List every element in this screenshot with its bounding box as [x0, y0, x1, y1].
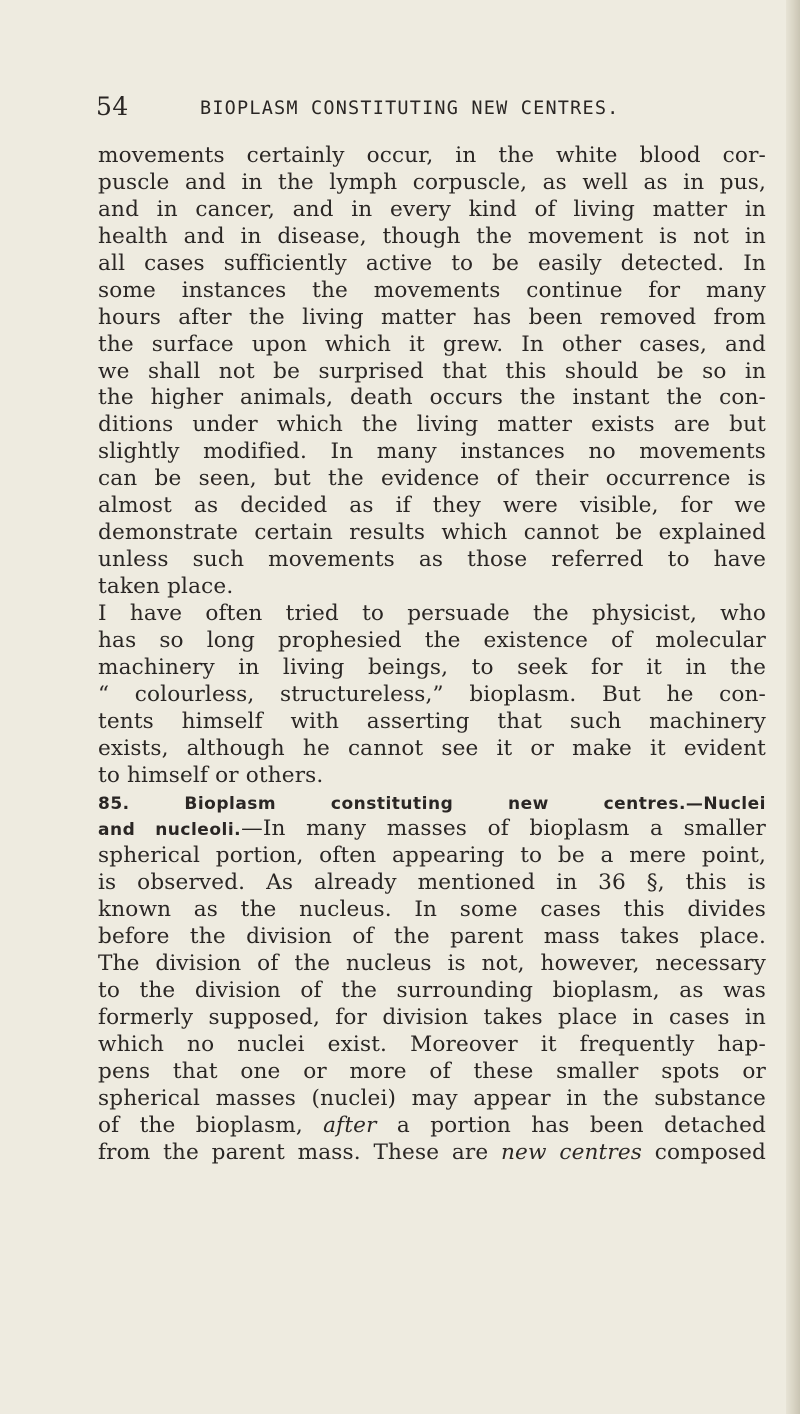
page-edge-shadow [786, 0, 800, 1414]
page-number: 54 [96, 92, 129, 121]
text-line: tents himself with asserting that such machinery [98, 708, 766, 734]
text-line: which no nuclei exist. Moreover it frequently hap- [98, 1031, 766, 1057]
text-line: taken place. [98, 574, 234, 599]
text-line: puscle and in the lymph corpuscle, as well as in pus, [98, 169, 766, 195]
text-line: to himself or others. [98, 762, 324, 788]
text-line: the higher animals, death occurs the instant the con- [98, 385, 766, 411]
text-line: spherical portion, often appearing to be a mere point, [98, 843, 766, 869]
text-line: demonstrate certain results which cannot be explained [98, 520, 766, 546]
text-line: “ colourless, structureless,” bioplasm. But he con- [98, 681, 766, 707]
text-line: unless such movements as those referred to have [98, 547, 766, 573]
text-line: health and in disease, though the movement is not in [98, 223, 766, 249]
running-head: BIOPLASM CONSTITUTING NEW CENTRES. [200, 98, 620, 119]
text-line: almost as decided as if they were visible, for we [98, 493, 766, 519]
section-text: —In many masses of bioplasm a smaller [241, 816, 766, 842]
text-line: to the division of the surrounding bioplasm, as was [98, 978, 766, 1004]
text-line: we shall not be surprised that this should be so in [98, 358, 766, 384]
text-line: exists, although he cannot see it or make it evident [98, 735, 766, 761]
page-header [96, 92, 796, 128]
text-line: I have often tried to persuade the physicist, who [98, 600, 766, 626]
text-segment: of the bioplasm, [98, 1112, 324, 1138]
text-line: some instances the movements continue for many [98, 277, 766, 303]
text-line: the surface upon which it grew. In other cases, and [98, 331, 766, 357]
text-line: is observed. As already mentioned in 36 §, this is [98, 870, 766, 896]
text-line [98, 1113, 766, 1140]
text-line: machinery in living beings, to seek for it in the [98, 654, 766, 680]
text-line: movements certainly occur, in the white blood cor- [98, 143, 766, 168]
text-line: formerly supposed, for division takes place in cases in [98, 1005, 766, 1030]
text-line: known as the nucleus. In some cases this divides [98, 897, 766, 923]
section-heading-line [98, 790, 766, 817]
text-line: hours after the living matter has been removed from [98, 304, 766, 330]
italic-text: after [323, 1112, 377, 1138]
text-line: pens that one or more of these smaller spots or [98, 1058, 766, 1084]
text-line: slightly modified. In many instances no movements [98, 439, 766, 465]
text-line: can be seen, but the evidence of their occurrence is [98, 466, 766, 492]
text-line [98, 1140, 766, 1167]
italic-text: new centres [501, 1139, 643, 1165]
body-text [98, 143, 766, 1167]
text-segment: from the parent mass. These are [98, 1139, 501, 1165]
section-heading: 85. Bioplasm constituting new centres.—Nuclei [98, 793, 766, 814]
text-line: The division of the nucleus is not, however, necessary [98, 951, 766, 977]
section-heading-continued: and nucleoli. [98, 820, 242, 841]
text-line: and in cancer, and in every kind of living matter in [98, 196, 766, 222]
text-segment: a portion has been detached [376, 1112, 766, 1138]
text-line [98, 816, 766, 843]
text-line: ditions under which the living matter exists are but [98, 412, 766, 438]
text-line: all cases sufficiently active to be easily detected. In [98, 250, 766, 276]
text-line: spherical masses (nuclei) may appear in the substance [98, 1085, 766, 1111]
text-segment: composed [642, 1139, 767, 1165]
text-line: before the division of the parent mass takes place. [98, 924, 766, 950]
text-line: has so long prophesied the existence of molecular [98, 627, 766, 653]
